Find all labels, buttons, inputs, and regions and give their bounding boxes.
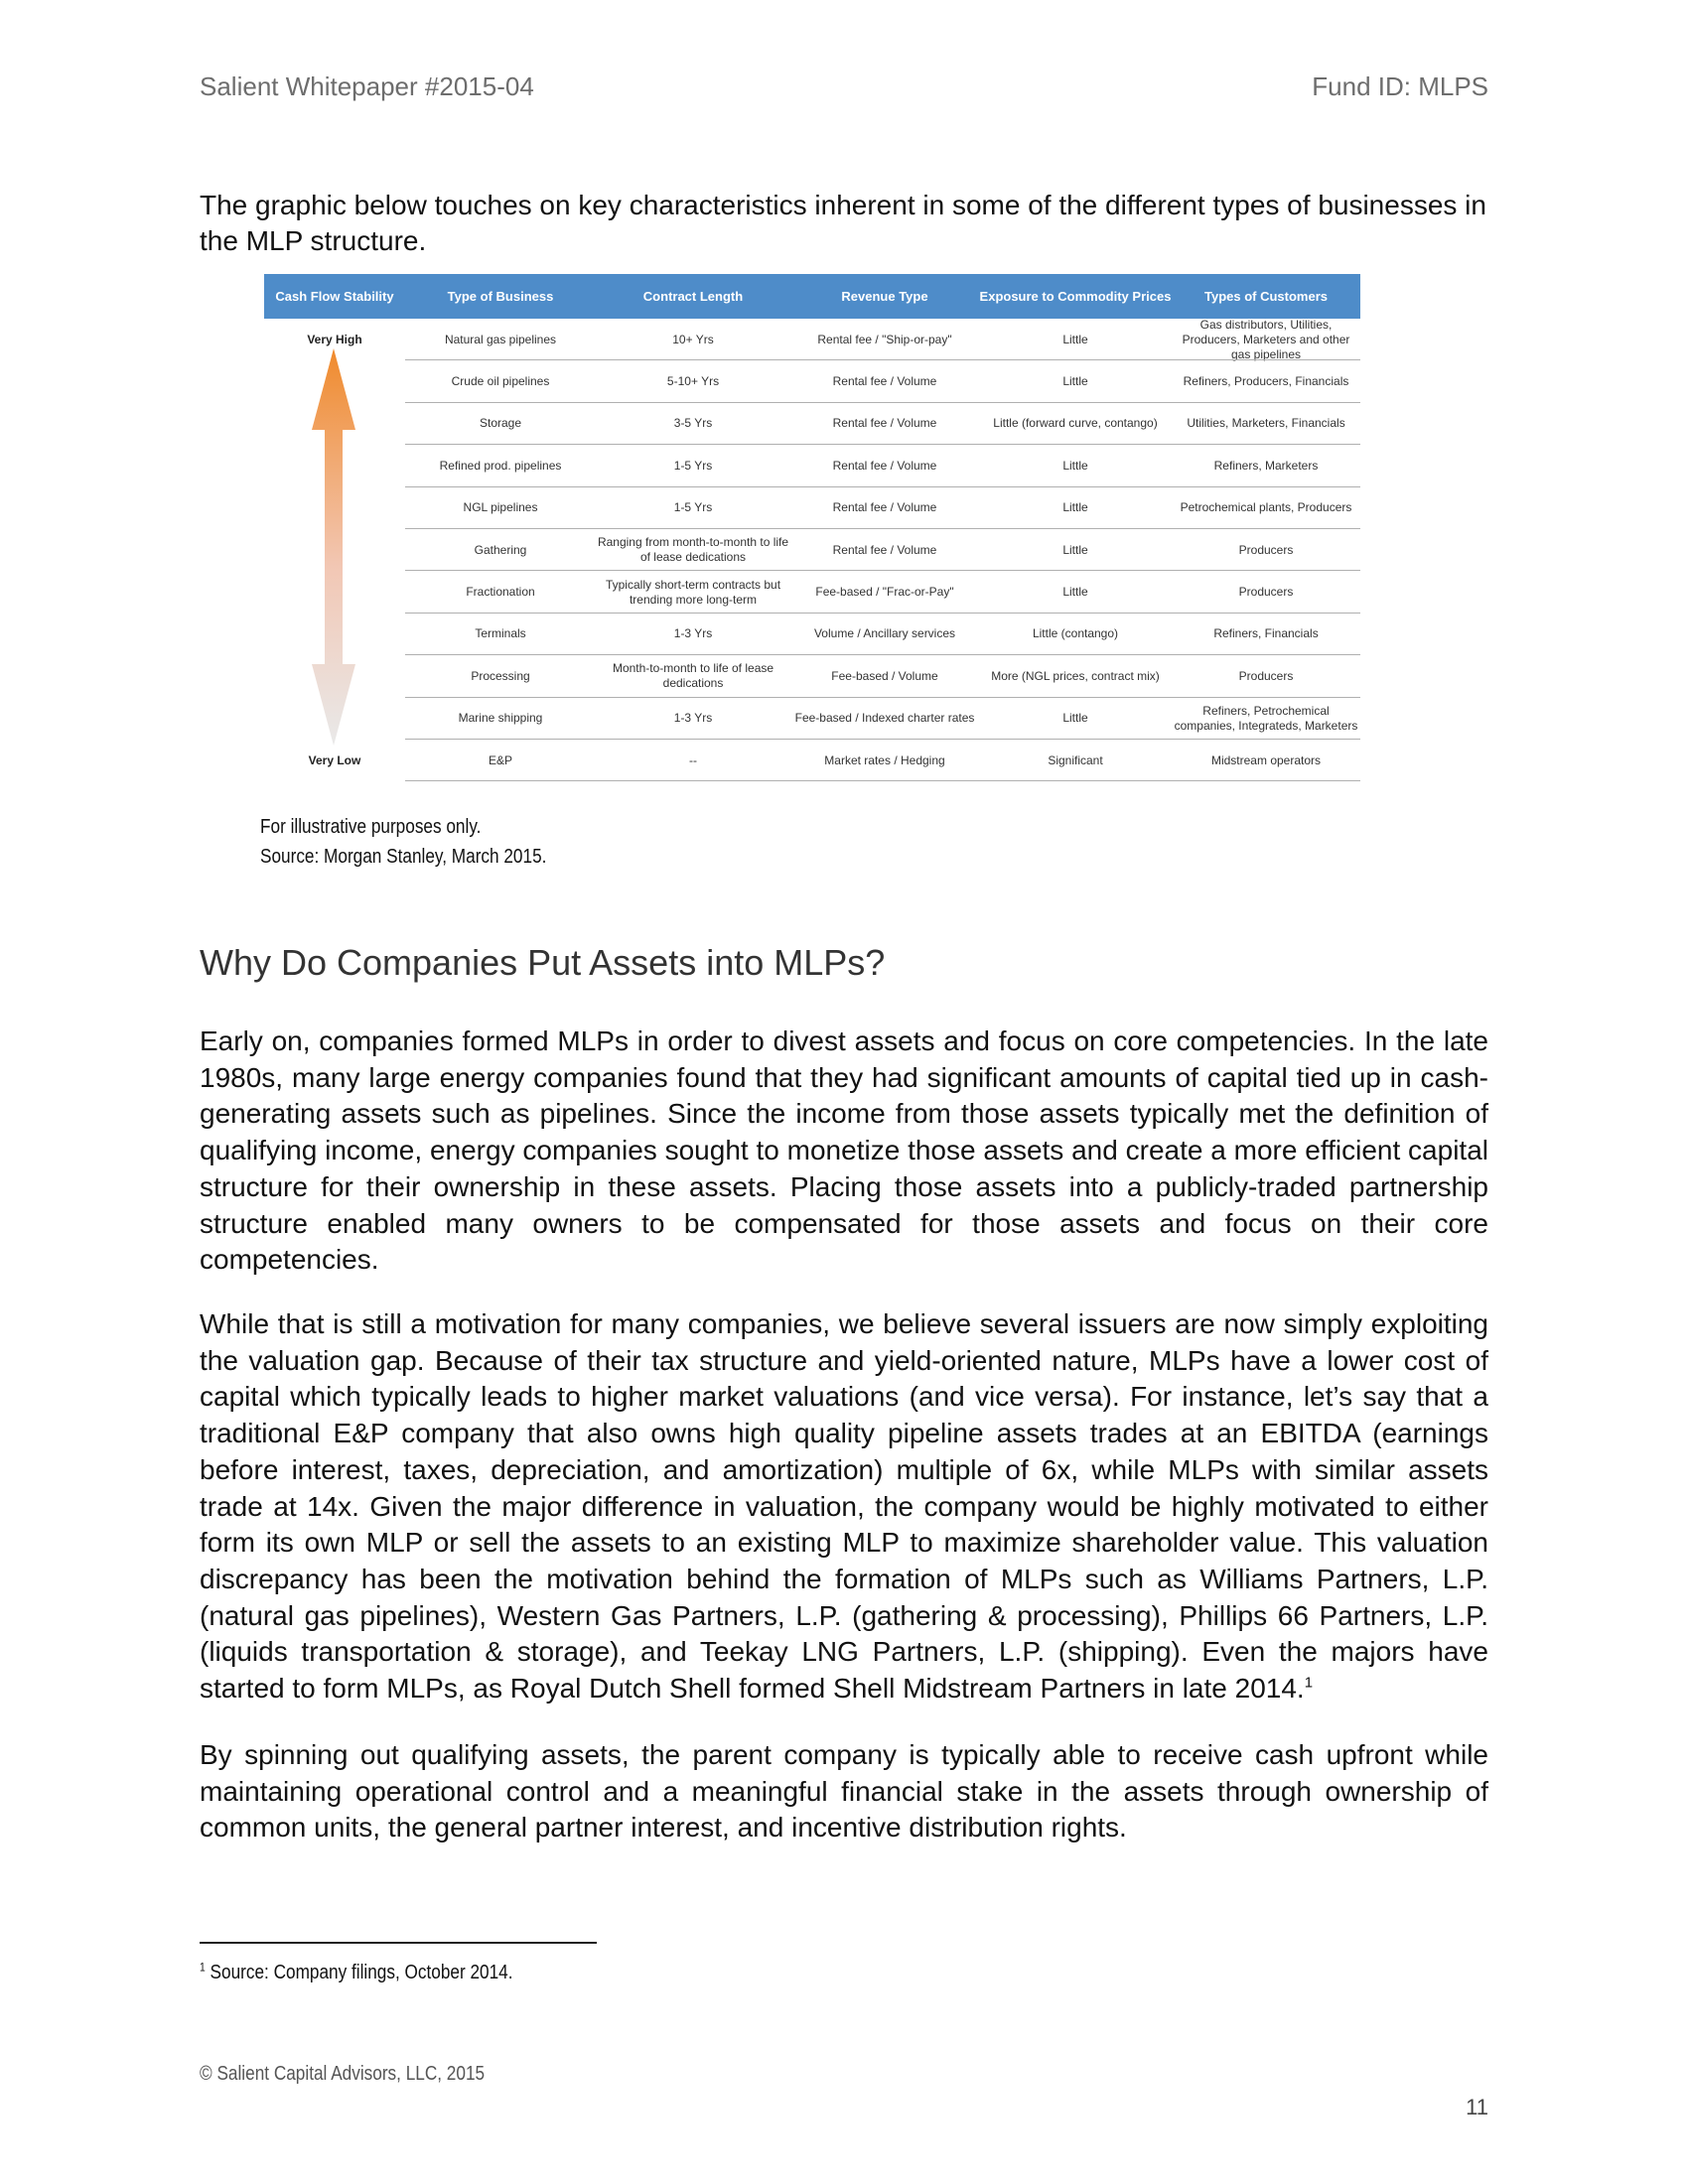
- footnote: [200, 1962, 513, 1984]
- revenue-cell: Rental fee / Volume: [832, 374, 937, 389]
- stability-label: Very Low: [308, 752, 361, 767]
- exposure-cell: Little: [1062, 542, 1088, 557]
- revenue-cell: Fee-based / "Frac-or-Pay": [815, 585, 954, 600]
- exposure-cell: Significant: [1048, 752, 1103, 767]
- contract-cell: Month-to-month to life of lease dedications: [612, 661, 774, 691]
- table-header: [264, 274, 1360, 319]
- footnote-text: Source: Company filings, October 2014.: [210, 1962, 513, 1983]
- footnote-divider: [200, 1942, 597, 1944]
- business-cell: Fractionation: [466, 585, 535, 600]
- column-header: Revenue Type: [841, 288, 928, 304]
- column-header: Types of Customers: [1203, 288, 1328, 304]
- mlp-characteristics-table: [264, 274, 1360, 781]
- paragraph: Early on, companies formed MLPs in order to divest assets and focus on core competencies. In the late 1980s, many large energy companies found that they had significant amounts of capital tied up in cash-generating assets such as pipelines. Since the income from those assets typically met the definition of qualifying income, energy companies sought to monetize those assets and create a more efficient capital structure for their ownership in these assets. Placing those assets into a publicly-traded partnership structure enabled many owners to be compensated for those assets and focus on their core competencies.: [200, 1025, 1488, 1276]
- table-row: [264, 740, 1360, 781]
- business-cell: Crude oil pipelines: [451, 374, 550, 389]
- figure-notes: [260, 812, 546, 872]
- business-cell: Terminals: [475, 626, 526, 641]
- contract-cell: --: [689, 752, 697, 767]
- exposure-cell: More (NGL prices, contract mix): [991, 668, 1160, 683]
- contract-cell: 1-5 Yrs: [673, 458, 713, 473]
- table-row: [264, 487, 1360, 529]
- table-row: [264, 614, 1360, 655]
- column-header: Cash Flow Stability: [275, 288, 394, 304]
- exposure-cell: Little: [1062, 374, 1088, 389]
- table-row: [264, 655, 1360, 697]
- contract-cell: 3-5 Yrs: [673, 416, 713, 431]
- footnote-reference: 1: [1304, 1674, 1314, 1692]
- header-fund-id: Fund ID: MLPS: [1312, 71, 1488, 101]
- customers-cell: Gas distributors, Utilities, Producers, Marketers and other gas pipelines: [1182, 317, 1350, 361]
- column-header: Contract Length: [642, 288, 744, 304]
- exposure-cell: Little: [1062, 500, 1088, 515]
- contract-cell: Ranging from month-to-month to life of lease dedications: [597, 535, 789, 565]
- table-row: [264, 529, 1360, 571]
- business-cell: E&P: [488, 752, 512, 767]
- footnote-number: 1: [200, 1960, 206, 1975]
- exposure-cell: Little (forward curve, contango): [993, 416, 1158, 431]
- customers-cell: Midstream operators: [1210, 752, 1322, 767]
- contract-cell: 1-3 Yrs: [673, 626, 713, 641]
- table-row: [264, 403, 1360, 445]
- revenue-cell: Rental fee / Volume: [832, 542, 937, 557]
- business-cell: Natural gas pipelines: [444, 332, 557, 346]
- intro-text: The graphic below touches on key characteristics inherent in some of the different types of businesses in the MLP structure.: [200, 190, 1486, 256]
- header-title: Salient Whitepaper #2015-04: [200, 71, 534, 101]
- revenue-cell: Market rates / Hedging: [824, 752, 945, 767]
- business-cell: Marine shipping: [458, 711, 543, 726]
- business-cell: Storage: [479, 416, 522, 431]
- source-note: Source: Morgan Stanley, March 2015.: [260, 846, 547, 868]
- table-body: [264, 319, 1360, 781]
- customers-cell: Refiners, Producers, Financials: [1183, 374, 1349, 389]
- table-row: [264, 360, 1360, 402]
- revenue-cell: Rental fee / Volume: [832, 500, 937, 515]
- business-cell: NGL pipelines: [463, 500, 538, 515]
- stability-label: Very High: [307, 332, 362, 346]
- paragraph: [200, 1306, 1488, 1707]
- table-row: [264, 319, 1360, 360]
- revenue-cell: Rental fee / "Ship-or-pay": [817, 332, 952, 346]
- contract-cell: 5-10+ Yrs: [666, 374, 720, 389]
- exposure-cell: Little: [1062, 585, 1088, 600]
- revenue-cell: Fee-based / Volume: [831, 668, 938, 683]
- contract-cell: 10+ Yrs: [672, 332, 714, 346]
- table-row: [264, 698, 1360, 740]
- contract-cell: Typically short-term contracts but trending more long-term: [605, 577, 781, 607]
- table-row: [264, 571, 1360, 613]
- customers-cell: Petrochemical plants, Producers: [1180, 500, 1352, 515]
- column-header: Exposure to Commodity Prices: [979, 288, 1172, 304]
- customers-cell: Producers: [1238, 585, 1294, 600]
- customers-cell: Refiners, Petrochemical companies, Integrateds, Marketers: [1174, 703, 1358, 733]
- column-header: Type of Business: [447, 288, 554, 304]
- page-number: 11: [1466, 2095, 1488, 2119]
- revenue-cell: Rental fee / Volume: [832, 458, 937, 473]
- exposure-cell: Little: [1062, 711, 1088, 726]
- revenue-cell: Rental fee / Volume: [832, 416, 937, 431]
- exposure-cell: Little: [1062, 458, 1088, 473]
- customers-cell: Producers: [1238, 668, 1294, 683]
- illustrative-note: For illustrative purposes only.: [260, 816, 482, 838]
- business-cell: Refined prod. pipelines: [439, 458, 562, 473]
- paragraph: By spinning out qualifying assets, the parent company is typically able to receive cash upfront while maintaining operational control and a meaningful financial stake in the assets through ownership of common units, the general partner interest, and incentive distribution rights.: [200, 1739, 1488, 1843]
- customers-cell: Utilities, Marketers, Financials: [1187, 416, 1345, 431]
- contract-cell: 1-3 Yrs: [673, 711, 713, 726]
- customers-cell: Refiners, Financials: [1213, 626, 1319, 641]
- revenue-cell: Volume / Ancillary services: [813, 626, 956, 641]
- exposure-cell: Little (contango): [1032, 626, 1119, 641]
- customers-cell: Producers: [1238, 542, 1294, 557]
- business-cell: Processing: [471, 668, 530, 683]
- paragraph-text: While that is still a motivation for many companies, we believe several issuers are now simply exploiting the valuation gap. Because of their tax structure and yield-oriented nature, MLPs have a lower cost of capital which typically leads to higher market valuations (and vice versa). For instance, let’s say that a traditional E&P company that also owns high quality pipeline assets trades at an EBITDA (earnings before interest, taxes, depreciation, and amortization) multiple of 6x, while MLPs with similar assets trade at 14x. Given the major difference in valuation, the company would be highly motivated to either form its own MLP or sell the assets to an existing MLP to maximize shareholder value. This valuation discrepancy has been the motivation behind the formation of MLPs such as Williams Partners, L.P. (natural gas pipelines), Western Gas Partners, L.P. (gathering & processing), Phillips 66 Partners, L.P. (liquids transportation & storage), and Teekay LNG Partners, L.P. (shipping). Even the majors have started to form MLPs, as Royal Dutch Shell formed Shell Midstream Partners in late 2014.: [200, 1308, 1488, 1705]
- copyright: © Salient Capital Advisors, LLC, 2015: [200, 2063, 486, 2085]
- business-cell: Gathering: [474, 542, 527, 557]
- customers-cell: Refiners, Marketers: [1213, 458, 1319, 473]
- table-row: [264, 445, 1360, 486]
- section-heading: Why Do Companies Put Assets into MLPs?: [200, 942, 886, 983]
- revenue-cell: Fee-based / Indexed charter rates: [794, 711, 975, 726]
- contract-cell: 1-5 Yrs: [673, 500, 713, 515]
- exposure-cell: Little: [1062, 332, 1088, 346]
